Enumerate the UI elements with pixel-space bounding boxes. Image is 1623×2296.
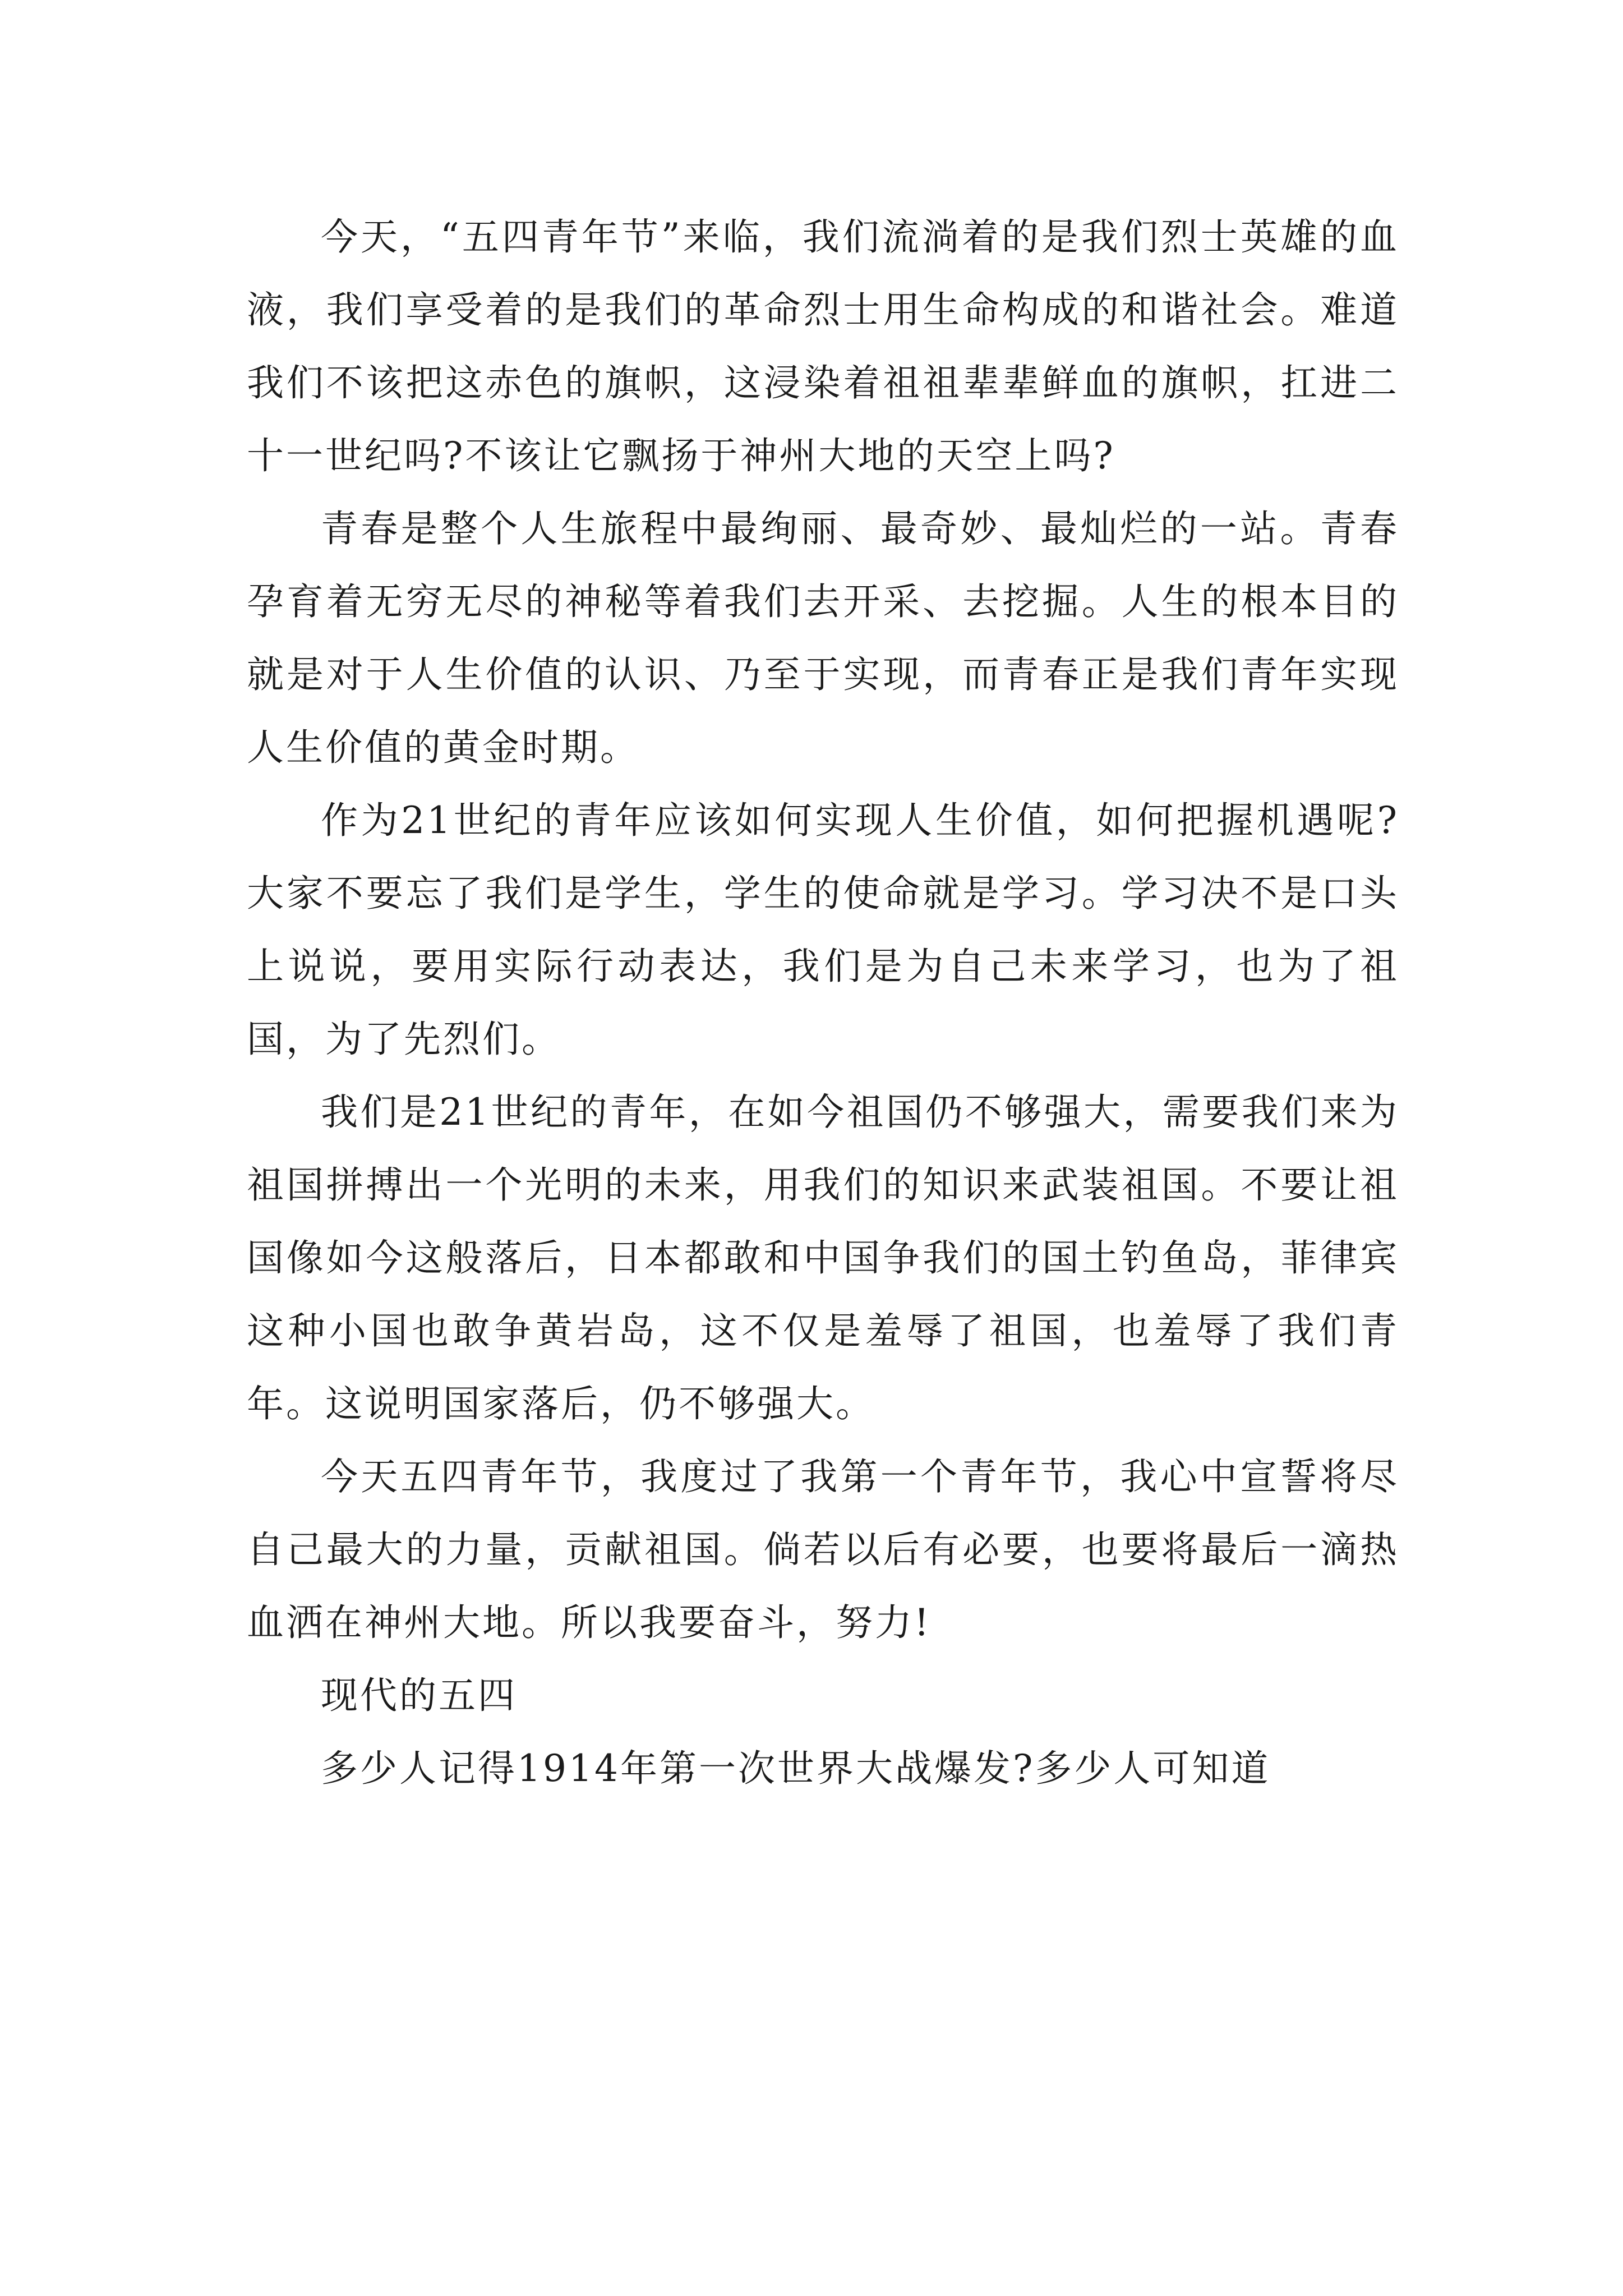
paragraph-3: 作为21世纪的青年应该如何实现人生价值，如何把握机遇呢?大家不要忘了我们是学生，学生的使命就是学习。学习决不是口头上说说，要用实际行动表达，我们是为自己未来学习，也为了祖国，为了先烈们。 (247, 799, 1399, 1061)
paragraph-2: 青春是整个人生旅程中最绚丽、最奇妙、最灿烂的一站。青春孕育着无穷无尽的神秘等着我们去开采、去挖掘。人生的根本目的就是对于人生价值的认识、乃至于实现，而青春正是我们青年实现人生价值的黄金时期。 (247, 507, 1399, 769)
section-heading: 现代的五四 (321, 1674, 517, 1717)
paragraph-1: 今天，“五四青年节”来临，我们流淌着的是我们烈士英雄的血液，我们享受着的是我们的革命烈士用生命构成的和谐社会。难道我们不该把这赤色的旗帜，这浸染着祖祖辈辈鲜血的旗帜，扛进二十一世纪吗?不该让它飘扬于神州大地的天空上吗? (247, 215, 1399, 477)
paragraph-5: 今天五四青年节，我度过了我第一个青年节，我心中宣誓将尽自己最大的力量，贡献祖国。倘若以后有必要，也要将最后一滴热血洒在神州大地。所以我要奋斗，努力! (247, 1455, 1399, 1644)
paragraph-4: 我们是21世纪的青年，在如今祖国仍不够强大，需要我们来为祖国拼搏出一个光明的未来，用我们的知识来武装祖国。不要让祖国像如今这般落后，日本都敢和中国争我们的国土钓鱼岛，菲律宾这种小国也敢争黄岩岛，这不仅是羞辱了祖国，也羞辱了我们青年。这说明国家落后，仍不够强大。 (247, 1091, 1399, 1425)
paragraph-6: 多少人记得1914年第一次世界大战爆发?多少人可知道 (321, 1747, 1271, 1790)
document-body (247, 201, 1399, 1805)
